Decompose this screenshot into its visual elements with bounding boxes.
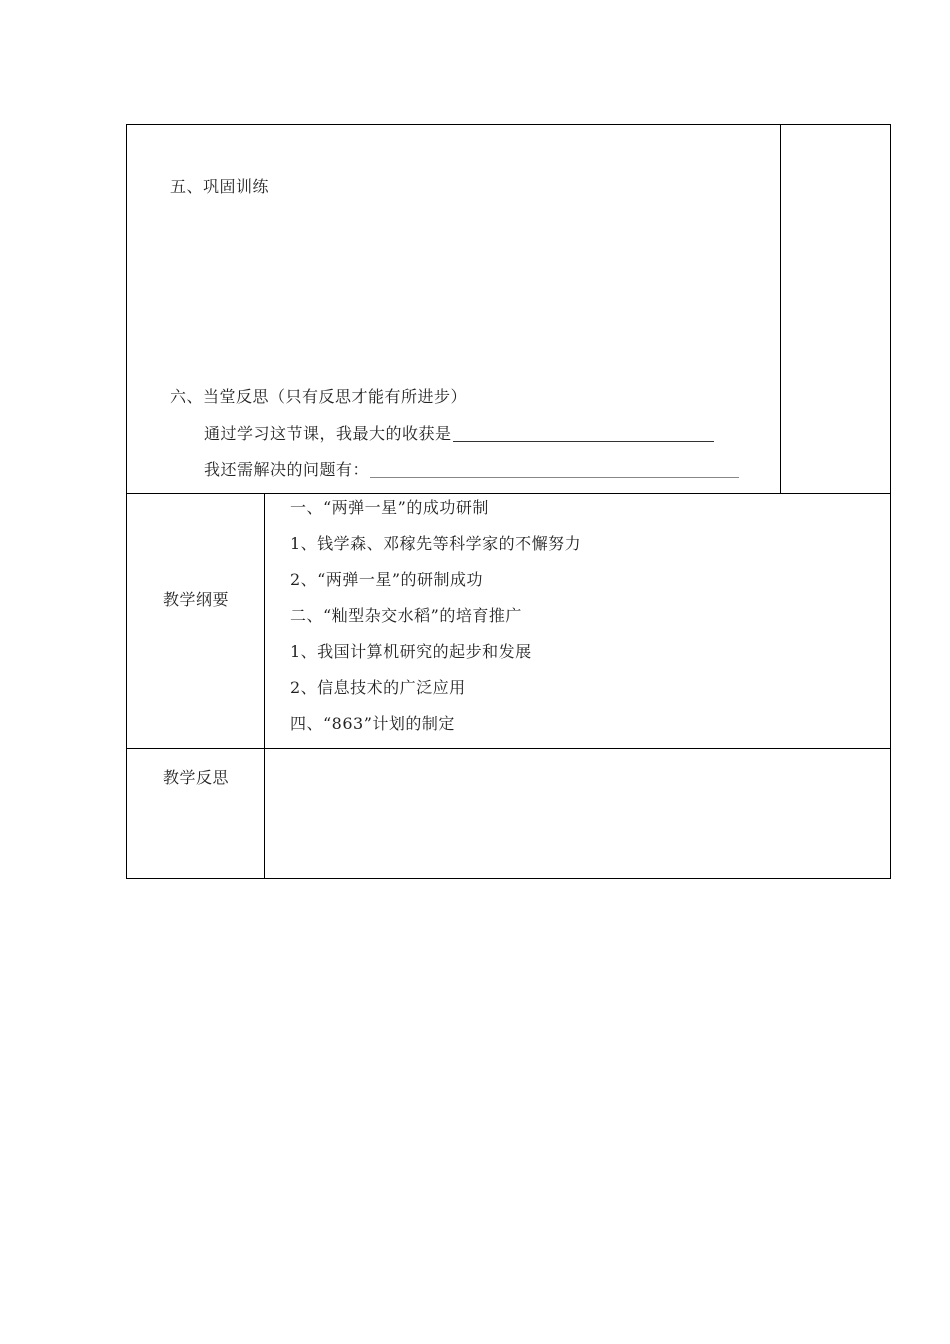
teaching-reflection-content[interactable] xyxy=(266,750,889,877)
outline-item: 二、“籼型杂交水稻”的培育推广 xyxy=(290,606,522,625)
outline-item: 一、“两弹一星”的成功研制 xyxy=(290,498,489,517)
problem-answer-line[interactable] xyxy=(370,477,739,478)
outline-label: 教学纲要 xyxy=(163,590,230,609)
outline-item: 2、“两弹一星”的研制成功 xyxy=(290,570,484,589)
outline-item: 2、信息技术的广泛应用 xyxy=(290,678,466,697)
label-column-divider xyxy=(264,493,265,879)
problem-prompt: 我还需解决的问题有： xyxy=(204,460,370,479)
outline-item: 四、“863”计划的制定 xyxy=(290,714,455,733)
row-divider-outline xyxy=(126,493,891,494)
practice-heading: 五、巩固训练 xyxy=(170,177,270,196)
table-right-border xyxy=(890,124,891,879)
row-divider-reflection xyxy=(126,748,891,749)
table-top-border xyxy=(126,124,891,125)
side-column-divider xyxy=(780,124,781,494)
gain-answer-line[interactable] xyxy=(453,441,714,442)
outline-item: 1、我国计算机研究的起步和发展 xyxy=(290,642,532,661)
table-left-border xyxy=(126,124,127,879)
teaching-reflection-label: 教学反思 xyxy=(163,768,230,787)
outline-item: 1、钱学森、邓稼先等科学家的不懈努力 xyxy=(290,534,582,553)
gain-prompt: 通过学习这节课，我最大的收获是 xyxy=(204,424,452,443)
reflection-heading: 六、当堂反思（只有反思才能有所进步） xyxy=(170,387,468,406)
table-bottom-border xyxy=(126,878,891,879)
